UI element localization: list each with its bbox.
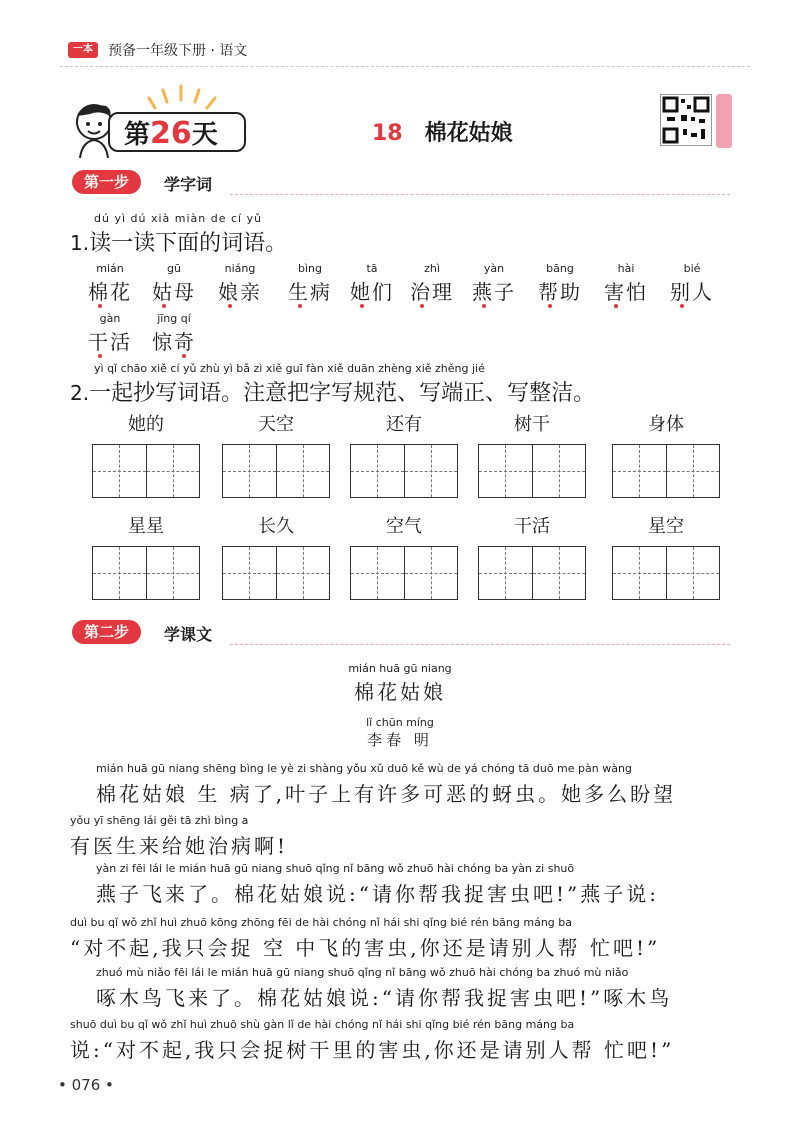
vocab-hanzi: 惊奇: [152, 330, 196, 354]
qr-code-icon[interactable]: [660, 94, 712, 146]
writing-grid[interactable]: [92, 444, 200, 498]
writing-cell[interactable]: [351, 547, 405, 599]
vocab-word: [670, 262, 714, 305]
vocab-hanzi: 害怕: [604, 280, 648, 304]
writing-cell[interactable]: [223, 445, 277, 497]
writing-cell[interactable]: [667, 445, 720, 497]
line-pinyin: duì bu qǐ wǒ zhǐ huì zhuō kōng zhōng fēi de hài chóng nǐ hái shi qǐng bié rén bāng máng ba: [70, 916, 572, 929]
writing-grid[interactable]: [222, 546, 330, 600]
emphasis-dot: [360, 304, 364, 308]
vocab-word: [538, 262, 582, 305]
writing-cell[interactable]: [479, 547, 533, 599]
vocab-pinyin: hài: [617, 262, 635, 275]
writing-cell[interactable]: [223, 547, 277, 599]
vocab-pinyin: bāng: [546, 262, 574, 275]
step2-divider: [230, 644, 730, 645]
brand-badge: 一本: [68, 42, 98, 58]
emphasis-dot: [228, 304, 232, 308]
writing-cell[interactable]: [93, 445, 147, 497]
scan-tag: [716, 94, 732, 148]
writing-cell[interactable]: [533, 445, 586, 497]
writing-cell[interactable]: [147, 547, 200, 599]
q1-pinyin: dú yì dú xià miàn de cí yǔ: [94, 212, 263, 225]
vocab-word: [218, 262, 262, 305]
emphasis-dot: [680, 304, 684, 308]
line-pinyin: yàn zi fēi lái le mián huā gū niang shuō qǐng nǐ bāng wǒ zhuō hài chóng ba yàn zi shuō: [96, 862, 575, 875]
writing-grid[interactable]: [612, 444, 720, 498]
vocab-pinyin: bìng: [298, 262, 322, 275]
line-hanzi: “对不起,我只会捉 空 中飞的害虫,你还是请别人帮 忙吧!”: [70, 936, 661, 960]
vocab-word: [604, 262, 648, 305]
day-number: 26: [150, 116, 192, 151]
line-hanzi: 啄木鸟飞来了。棉花姑娘说:“请你帮我捉害虫吧!”啄木鸟: [96, 986, 673, 1010]
author: 李春 明: [367, 731, 433, 749]
emphasis-dot: [548, 304, 552, 308]
vocab-hanzi: 燕子: [472, 280, 516, 304]
vocab-pinyin: gū: [167, 262, 181, 275]
vocab-hanzi: 姑母: [152, 280, 196, 304]
book-title: 预备一年级下册 · 语文: [108, 43, 248, 59]
vocab-hanzi: 别人: [670, 280, 714, 304]
page-number: • 076 •: [58, 1076, 114, 1094]
vocab-pinyin: niáng: [224, 262, 256, 275]
writing-grid[interactable]: [478, 546, 586, 600]
step1-divider: [230, 194, 730, 195]
writing-grid[interactable]: [222, 444, 330, 498]
line-hanzi: 有医生来给她治病啊!: [70, 834, 289, 858]
copy-word: 还有: [386, 414, 422, 435]
vocab-hanzi: 帮助: [538, 280, 582, 304]
writing-cell[interactable]: [533, 547, 586, 599]
writing-cell[interactable]: [479, 445, 533, 497]
line-pinyin: zhuó mù niǎo fēi lái le mián huā gū niang shuō qǐng nǐ bāng wǒ zhuō hài chóng ba zhuó mù niǎo: [96, 966, 629, 979]
writing-grid[interactable]: [612, 546, 720, 600]
line-pinyin: yǒu yī shēng lái gěi tā zhì bìng a: [70, 814, 249, 827]
text-line: [70, 1018, 674, 1063]
vocab-hanzi: 娘亲: [218, 280, 262, 304]
lesson-heading: [372, 116, 513, 147]
vocab-word: [88, 312, 132, 355]
text-title-pinyin: mián huā gū niang: [348, 662, 452, 675]
writing-cell[interactable]: [351, 445, 405, 497]
vocab-hanzi: 棉花: [88, 280, 132, 304]
step1-pill: 第一步: [72, 170, 141, 194]
copy-word: 空气: [386, 516, 422, 537]
vocab-hanzi: 生病: [288, 280, 332, 304]
emphasis-dot: [98, 354, 102, 358]
emphasis-dot: [298, 304, 302, 308]
sun-rays-icon: [145, 82, 225, 112]
text-line: [96, 966, 672, 1011]
line-pinyin: shuō duì bu qǐ wǒ zhǐ huì zhuō shù gàn lǐ de hài chóng nǐ hái shi qǐng bié rén bāng máng ba: [70, 1018, 575, 1031]
copy-word: 她的: [128, 414, 164, 435]
copy-word: 天空: [258, 414, 294, 435]
emphasis-dot: [98, 304, 102, 308]
writing-cell[interactable]: [93, 547, 147, 599]
vocab-hanzi: 她们: [350, 280, 394, 304]
vocab-pinyin: gàn: [99, 312, 121, 325]
emphasis-dot: [420, 304, 424, 308]
vocab-word: [410, 262, 454, 305]
vocab-pinyin: tā: [366, 262, 378, 275]
author-pinyin: lǐ chūn míng: [366, 716, 434, 729]
writing-cell[interactable]: [613, 445, 667, 497]
copy-word: 星星: [128, 516, 164, 537]
text-line: [96, 762, 676, 807]
vocab-word: [152, 262, 196, 305]
vocab-pinyin: mián: [96, 262, 124, 275]
day-counter: 第26天: [108, 112, 246, 152]
copy-word: 身体: [648, 414, 684, 435]
line-hanzi: 棉花姑娘 生 病了,叶子上有许多可恶的蚜虫。她多么盼望: [96, 782, 677, 806]
copy-word: 树干: [514, 414, 550, 435]
vocab-hanzi: 干活: [88, 330, 132, 354]
text-line: [70, 814, 288, 859]
copy-word: 星空: [648, 516, 684, 537]
step2-pill: 第二步: [72, 620, 141, 644]
writing-grid[interactable]: [92, 546, 200, 600]
writing-grid[interactable]: [350, 546, 458, 600]
vocab-pinyin: yàn: [483, 262, 505, 275]
writing-cell[interactable]: [613, 547, 667, 599]
vocab-hanzi: 治理: [410, 280, 454, 304]
vocab-word: [88, 262, 132, 305]
writing-cell[interactable]: [277, 445, 330, 497]
step2-title: 学课文: [164, 625, 213, 644]
copy-word: 干活: [514, 516, 550, 537]
vocab-word: [350, 262, 394, 305]
question-2: 2.一起抄写词语。注意把字写规范、写端正、写整洁。: [70, 381, 596, 406]
step1-title: 学字词: [164, 175, 213, 194]
emphasis-dot: [182, 354, 186, 358]
vocab-pinyin: jīng qí: [157, 312, 191, 325]
writing-cell[interactable]: [667, 547, 720, 599]
writing-grid[interactable]: [478, 444, 586, 498]
lesson-title: 棉花姑娘: [424, 121, 513, 146]
text-title: 棉花姑娘: [354, 680, 446, 704]
header-divider: [60, 66, 750, 67]
line-pinyin: mián huā gū niang shēng bìng le yè zi shàng yǒu xǔ duō kě wù de yá chóng tā duō me pàn wàng: [96, 762, 632, 775]
emphasis-dot: [162, 304, 166, 308]
vocab-word: [472, 262, 516, 305]
line-hanzi: 燕子飞来了。棉花姑娘说:“请你帮我捉害虫吧!”燕子说:: [96, 882, 659, 906]
question-1: 1.读一读下面的词语。: [70, 231, 288, 256]
vocab-word: [152, 312, 196, 355]
copy-word: 长久: [258, 516, 294, 537]
text-line: [96, 862, 659, 907]
emphasis-dot: [614, 304, 618, 308]
writing-cell[interactable]: [147, 445, 200, 497]
emphasis-dot: [482, 304, 486, 308]
writing-cell[interactable]: [405, 547, 458, 599]
writing-cell[interactable]: [277, 547, 330, 599]
writing-cell[interactable]: [405, 445, 458, 497]
vocab-pinyin: zhì: [424, 262, 440, 275]
vocab-word: [288, 262, 332, 305]
q2-pinyin: yì qǐ chāo xiě cí yǔ zhù yì bǎ zì xiě guī fàn xiě duān zhèng xiě zhěng jié: [94, 362, 485, 375]
writing-grid[interactable]: [350, 444, 458, 498]
vocab-pinyin: bié: [683, 262, 701, 275]
lesson-number: 18: [372, 121, 403, 146]
line-hanzi: 说:“对不起,我只会捉树干里的害虫,你还是请别人帮 忙吧!”: [70, 1038, 675, 1062]
text-line: [70, 916, 660, 961]
